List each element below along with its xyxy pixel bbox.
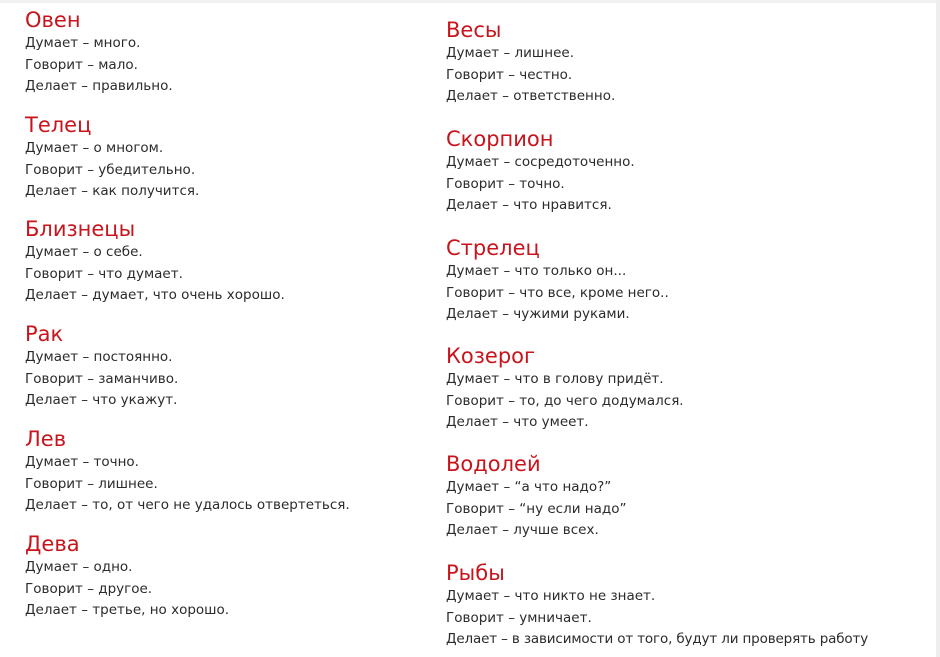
thinks-line: Думает – что никто не знает. — [446, 588, 656, 604]
sign-name: Овен — [25, 8, 81, 32]
says-line: Говорит – точно. — [446, 175, 565, 192]
says-line: Говорит – “ну если надо” — [446, 500, 627, 517]
thinks-line: Думает – сосредоточенно. — [446, 154, 635, 170]
does-line: Делает – лучше всех. — [446, 522, 599, 538]
says-line: Говорит – честно. — [446, 66, 573, 83]
does-line: Делает – что укажут. — [25, 392, 178, 408]
does-line: Делает – ответственно. — [446, 88, 616, 104]
thinks-line: Думает – о многом. — [25, 140, 164, 156]
thinks-line: Думает – одно. — [25, 559, 133, 575]
sign-block-skorpion — [446, 126, 635, 217]
top-divider — [0, 0, 940, 3]
thinks-line: Думает – “а что надо?” — [446, 479, 612, 495]
sign-block-bliznetsy — [25, 216, 285, 307]
thinks-line: Думает – лишнее. — [446, 45, 574, 61]
says-line: Говорит – другое. — [25, 580, 153, 597]
says-line: Говорит – убедительно. — [25, 161, 196, 178]
sign-name: Рыбы — [446, 561, 505, 585]
sign-block-strelets — [446, 235, 669, 326]
sign-name: Скорпион — [446, 127, 554, 151]
sign-block-oven — [25, 7, 173, 98]
says-line: Говорит – заманчиво. — [25, 370, 179, 387]
thinks-line: Думает – много. — [25, 35, 141, 51]
right-edge — [936, 0, 940, 657]
sign-block-telets — [25, 112, 199, 203]
does-line: Делает – чужими руками. — [446, 306, 630, 322]
sign-block-rak — [25, 321, 178, 412]
does-line: Делает – то, от чего не удалось отвертеться. — [25, 497, 350, 513]
thinks-line: Думает – точно. — [25, 454, 139, 470]
says-line: Говорит – умничает. — [446, 609, 592, 626]
does-line: Делает – что нравится. — [446, 197, 612, 213]
sign-name: Рак — [25, 322, 64, 346]
does-line: Делает – что умеет. — [446, 414, 589, 430]
thinks-line: Думает – постоянно. — [25, 349, 173, 365]
thinks-line: Думает – что только он... — [446, 263, 627, 279]
says-line: Говорит – что все, кроме него.. — [446, 284, 669, 301]
says-line: Говорит – лишнее. — [25, 475, 158, 492]
thinks-line: Думает – о себе. — [25, 244, 143, 260]
does-line: Делает – правильно. — [25, 78, 173, 94]
sign-block-kozerog — [446, 343, 684, 434]
sign-block-lev — [25, 426, 350, 517]
sign-name: Водолей — [446, 452, 541, 476]
says-line: Говорит – то, до чего додумался. — [446, 392, 684, 409]
sign-name: Стрелец — [446, 236, 540, 260]
does-line: Делает – как получится. — [25, 183, 200, 199]
sign-name: Дева — [25, 532, 80, 556]
says-line: Говорит – что думает. — [25, 265, 183, 282]
sign-block-ryby — [446, 560, 868, 651]
sign-name: Телец — [25, 113, 92, 137]
sign-name: Лев — [25, 427, 67, 451]
does-line: Делает – думает, что очень хорошо. — [25, 287, 285, 303]
sign-name: Весы — [446, 18, 502, 42]
sign-block-deva — [25, 531, 229, 622]
says-line: Говорит – мало. — [25, 56, 138, 73]
does-line: Делает – в зависимости от того, будут ли проверять работу — [446, 631, 869, 647]
thinks-line: Думает – что в голову придёт. — [446, 371, 664, 387]
sign-name: Близнецы — [25, 217, 136, 241]
sign-name: Козерог — [446, 344, 536, 368]
sign-block-vodoley — [446, 451, 626, 542]
sign-block-vesy — [446, 17, 615, 108]
does-line: Делает – третье, но хорошо. — [25, 602, 230, 618]
